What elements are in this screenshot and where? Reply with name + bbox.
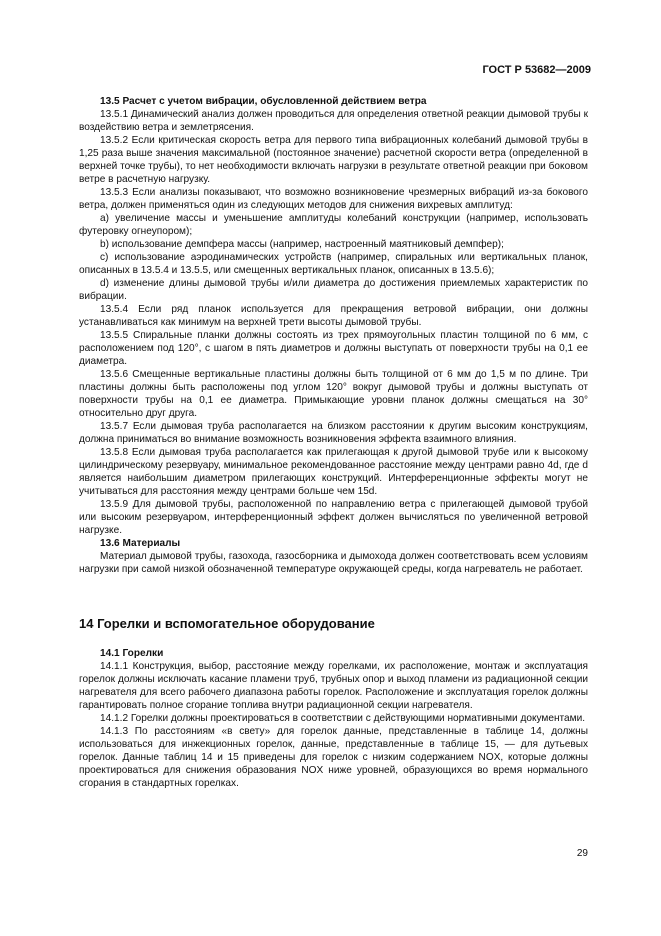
paragraph: 13.5.5 Спиральные планки должны состоять из трех прямоугольных пластин толщиной по 6 мм, с расположением под 120°, с шагом в пять диаметров и должны выступать от поверхности трубы на 0,1 ее диаметра. — [79, 330, 588, 367]
paragraph: 13.5.8 Если дымовая труба располагается как прилегающая к другой дымовой трубе или к высокому цилиндрическому резервуару, минимальное рекомендованное расстояние между центрами равно 4d, где d является наибольшим диаметром прилегающих конструкций. Интерференционные эффекты могут не учитываться для расстояния между центрами больше чем 15d. — [79, 447, 588, 497]
paragraph: 14.1.1 Конструкция, выбор, расстояние между горелками, их расположение, монтаж и эксплуатация горелок должны исключать касание пламени труб, трубных опор и выход пламени из радиационной секции нагревателя для всего рабочего диапазона работы горелок. Расположение и эксплуатация горелок должны гарантировать полное сгорание топлива внутри радиационной секции нагревателя. — [79, 661, 588, 711]
paragraph: Материал дымовой трубы, газохода, газосборника и дымохода должен соответствовать всем условиям нагрузки при самой низкой обозначенной температуре окружающей среды, когда нагреватель не работает. — [79, 551, 588, 575]
page-number: 29 — [576, 848, 588, 859]
paragraph: 13.5.6 Смещенные вертикальные пластины должны быть толщиной от 6 мм до 1,5 м по длине. Три пластины должны быть расположены под углом 120° вокруг дымовой трубы и должны выступать от поверхности трубы на 0,1 ее диаметра. Примыкающие уровни планок должны смещаться на 30° относительно друг друга. — [79, 369, 588, 419]
paragraph: 13.5.2 Если критическая скорость ветра для первого типа вибрационных колебаний дымовой трубы в 1,25 раза выше значения максимальной (постоянное значение) расчетной скорости ветра (определенной в верхней точке трубы), то нет необходимости включать нагрузки в результате ответной реакции при боковом ветре в расчетную нагрузку. — [79, 135, 588, 185]
list-item: b) использование демпфера массы (например, настроенный маятниковый демпфер); — [100, 239, 504, 250]
document-id-header: ГОСТ Р 53682—2009 — [482, 64, 591, 76]
list-item: a) увеличение массы и уменьшение амплитуды колебаний конструкции (например, использовать футеровку огнеупором); — [79, 213, 588, 237]
list-item: d) изменение длины дымовой трубы и/или диаметра до достижения приемлемых характеристик по вибрации. — [79, 278, 588, 302]
paragraph: 13.5.1 Динамический анализ должен проводиться для определения ответной реакции дымовой трубы к воздействию ветра и землетрясения. — [79, 109, 589, 133]
subsection-heading: 14.1 Горелки — [100, 648, 164, 659]
subsection-heading: 13.5 Расчет с учетом вибрации, обусловленной действием ветра — [100, 96, 427, 107]
paragraph: 13.5.9 Для дымовой трубы, расположенной по направлению ветра с прилегающей дымовой трубой или высоким резервуаром, интерференционный эффект должен вычисляться по увеличенной ветровой нагрузке. — [79, 499, 588, 536]
subsection-heading: 13.6 Материалы — [100, 538, 181, 549]
paragraph: 13.5.7 Если дымовая труба располагается на близком расстоянии к другим высоким конструкциям, должна приниматься во внимание возможность возникновения эффекта взаимного влияния. — [79, 421, 588, 445]
paragraph: 13.5.3 Если анализы показывают, что возможно возникновение чрезмерных вибраций из-за бокового ветра, должен применяться один из следующих методов для снижения вихревых амплитуд: — [79, 187, 588, 211]
page-body — [79, 95, 588, 790]
list-item: c) использование аэродинамических устройств (например, спиральных или вертикальных планок, описанных в 13.5.4 и 13.5.5, или смещенных вертикальных планок, описанных в 13.5.6); — [79, 252, 588, 276]
paragraph: 14.1.2 Горелки должны проектироваться в соответствии с действующими нормативными документами. — [100, 713, 586, 724]
section-heading: 14 Горелки и вспомогательное оборудование — [79, 616, 375, 631]
paragraph: 13.5.4 Если ряд планок используется для прекращения ветровой вибрации, они должны устанавливаться как минимум на верхней трети высоты дымовой трубы. — [79, 304, 588, 328]
paragraph: 14.1.3 По расстояниям «в свету» для горелок данные, представленные в таблице 14, должны использоваться для инжекционных горелок, данные, представленные в таблице 15, — для дутьевых горелок. Данные таблиц 14 и 15 приведены для горелок с низким содержанием NOX, которые должны проектироваться для снижения образования NOX ниже уровней, образующихся во время нормального сгорания в стандартных горелках. — [79, 726, 588, 789]
